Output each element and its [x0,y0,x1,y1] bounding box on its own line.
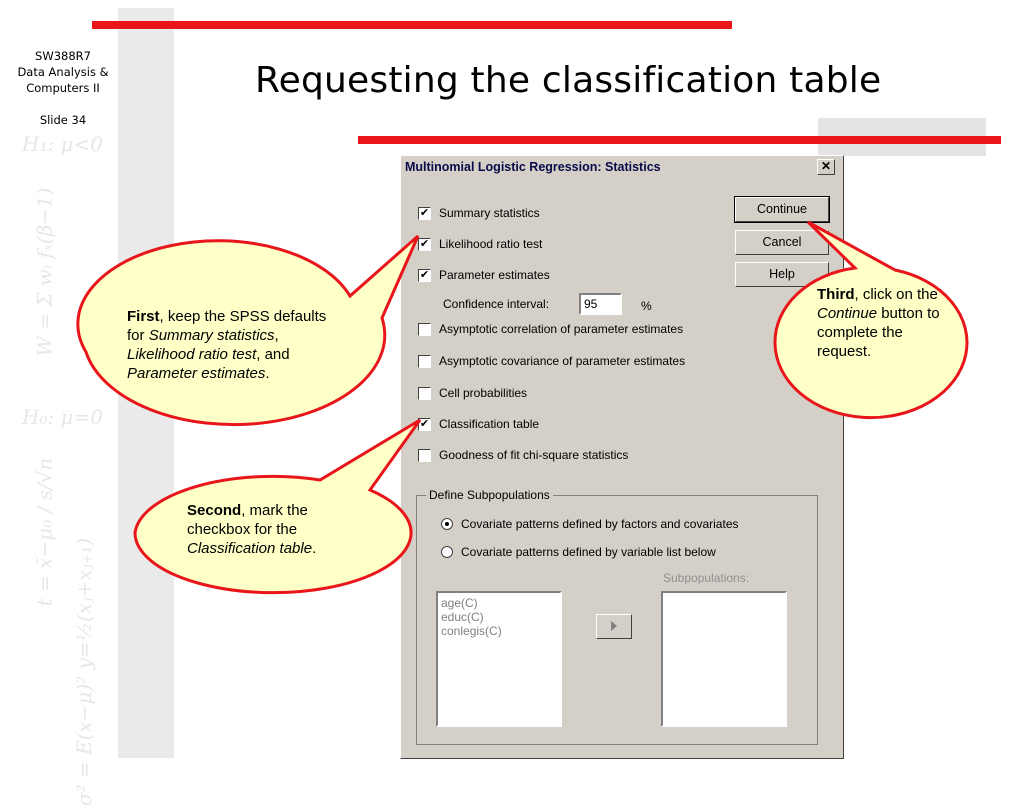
confidence-interval-label: Confidence interval: [443,297,550,311]
checkbox-label: Summary statistics [439,206,540,220]
callout-text: , and [256,346,290,363]
callout-text: . [265,365,270,382]
callout-text: button to complete the request. [817,305,940,360]
percent-sign: % [641,299,652,313]
callout-second-text [187,501,367,558]
checkbox[interactable]: ✔ [419,418,430,430]
continue-button[interactable]: Continue [735,197,829,222]
callout-text: , mark the checkbox for the [187,502,308,538]
radio-label: Covariate patterns defined by variable list below [461,545,716,559]
checkbox[interactable]: ✔ [419,269,430,281]
checkbox-label: Likelihood ratio test [439,237,543,251]
help-button[interactable]: Help [735,262,829,287]
course-name-line1: Data Analysis & [17,65,109,79]
cancel-button[interactable]: Cancel [735,230,829,255]
slide-title: Requesting the classification table [255,60,882,101]
callout-first-bold: First [127,308,160,325]
callout-italic: Likelihood ratio test [127,346,257,363]
course-code: SW388R7 [35,49,91,63]
checkbox-label: Goodness of fit chi-square statistics [439,448,629,462]
callout-text: , keep the SPSS defaults for [127,308,327,344]
checkbox[interactable]: ✔ [419,238,430,250]
slide-number: Slide 34 [39,113,87,127]
list-item[interactable]: age(C) [441,596,478,610]
checkbox-label: Cell probabilities [439,386,528,400]
callout-italic: Summary statistics [148,327,275,344]
list-item[interactable]: conlegis(C) [441,624,502,638]
radio-label: Covariate patterns defined by factors and covariates [461,517,739,531]
dialog-title: Multinomial Logistic Regression: Statistics [405,160,661,174]
callout-text: . [312,540,317,557]
confidence-interval-input[interactable]: 95 [579,293,622,315]
callout-text: , click on the [854,286,938,303]
formula-watermark: H₀: μ=0 [22,405,104,429]
formula-watermark: H₁: μ<0 [22,132,104,156]
callout-third-bold: Third [817,286,855,303]
callout-first-text [127,307,337,383]
callout-second-bold: Second [187,502,242,519]
callout-italic: Continue [817,305,878,322]
callout-text: , [274,327,279,344]
checkbox-label: Parameter estimates [439,268,550,282]
list-item[interactable]: educ(C) [441,610,484,624]
formula-watermark: t = x̄−μ₀ / s/√n [32,457,57,607]
group-label: Define Subpopulations [426,488,553,502]
close-icon: ✕ [820,159,832,173]
checkbox[interactable]: ✔ [419,207,430,219]
callout-third-text [817,285,942,361]
checkbox-label: Classification table [439,417,540,431]
callout-italic: Parameter estimates [127,365,266,382]
checkbox-label: Asymptotic correlation of parameter estimates [439,322,684,336]
callout-italic: Classification table [187,540,313,557]
formula-watermark: W = Σ wᵢ fₓ(β−1) [32,187,57,357]
formula-watermark: σ² = E(x−μ)² y=½(xⱼ+xⱼ₊₁) [72,537,97,806]
course-name-line2: Computers II [26,81,100,95]
subpopulations-label: Subpopulations: [663,571,750,585]
checkbox-label: Asymptotic covariance of parameter estimates [439,354,686,368]
